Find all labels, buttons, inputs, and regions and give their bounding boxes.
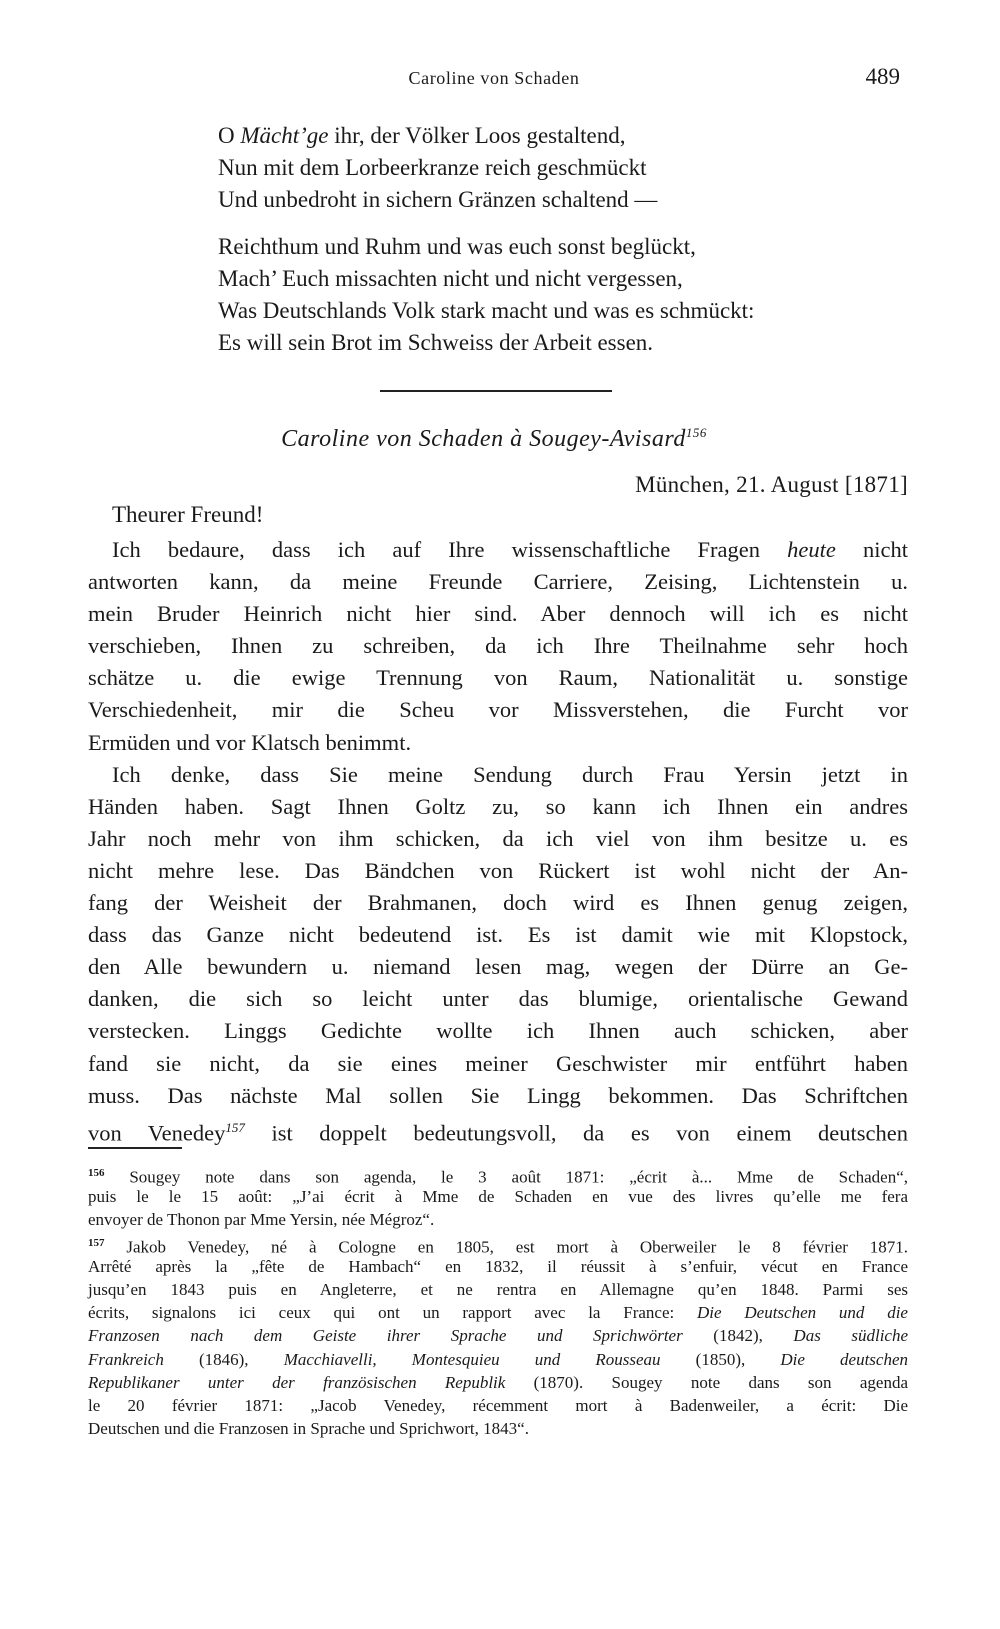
footnote-line: Arrêté après la „fête de Hambach“ en 1832, il réussit à s’enfuir, vécut en France bbox=[88, 1256, 908, 1276]
body-text-span: muss. Das nächste Mal sollen Sie Lingg bekommen. Das Schriftchen bbox=[88, 1082, 908, 1108]
body-text-span: dass das Ganze nicht bedeutend ist. Es ist damit wie mit Klopstock, bbox=[88, 922, 908, 948]
footnote-title-italic: Macchiavelli, Montesquieu und Rousseau bbox=[283, 1349, 661, 1369]
footnote-title-italic: Republikaner unter der französischen Republik bbox=[88, 1372, 506, 1392]
footnote-rule bbox=[88, 1147, 182, 1149]
body-text-span: Ich bedaure, dass ich auf Ihre wissenschaftliche Fragen bbox=[112, 537, 788, 562]
footnote-title-italic: Die deutschen bbox=[780, 1349, 909, 1369]
body-line bbox=[88, 919, 908, 951]
body-text-span: fang der Weisheit der Brahmanen, doch wird es Ihnen genug zeigen, bbox=[88, 890, 908, 916]
body-text-span: Verschiedenheit, mir die Scheu vor Missverstehen, die Furcht vor bbox=[88, 697, 908, 723]
body-text-span: ist doppelt bedeutungsvoll, da es von einem deutschen bbox=[244, 1120, 909, 1146]
body-text-span: den Alle bewundern u. niemand lesen mag, wegen der Dürre an Ge- bbox=[88, 954, 908, 980]
body-line bbox=[88, 855, 908, 887]
body-line bbox=[88, 1080, 908, 1112]
poem-stanza-1 bbox=[218, 120, 908, 216]
poem-verse: Was Deutschlands Volk stark macht und was es schmückt: bbox=[218, 298, 755, 323]
section-divider bbox=[380, 390, 612, 392]
footnote-title-italic: Frankreich bbox=[88, 1349, 164, 1369]
body-line bbox=[88, 566, 908, 598]
footnote-line: jusqu’en 1843 puis en Angleterre, et ne rentra en Allemagne qu’en 1848. Parmi ses bbox=[88, 1279, 908, 1299]
body-line bbox=[88, 1015, 908, 1047]
poem-verse bbox=[218, 120, 908, 152]
body-line bbox=[88, 727, 908, 759]
footnote-number: 157 bbox=[88, 1236, 105, 1249]
footnote-line: envoyer de Thonon par Mme Yersin, née Mégroz“. bbox=[88, 1210, 435, 1230]
body-line bbox=[88, 887, 908, 919]
verse-emphasis: Mächt’ge bbox=[240, 123, 329, 148]
verse-text: ihr, der Völker Loos gestaltend, bbox=[328, 123, 626, 148]
footnote-line: le 20 février 1871: „Jacob Venedey, récemment mort à Badenweiler, a écrit: Die bbox=[88, 1395, 908, 1415]
body-line bbox=[88, 951, 908, 983]
footnote-text: (1850), bbox=[660, 1349, 781, 1369]
footnote-line bbox=[88, 1232, 908, 1255]
footnote-title-italic: Die Deutschen und die bbox=[697, 1303, 908, 1323]
footnote-line bbox=[88, 1324, 908, 1347]
footnote-line: Deutschen und die Franzosen in Sprache und Sprichwort, 1843“. bbox=[88, 1419, 529, 1439]
poem-verse: Und unbedroht in sichern Gränzen schaltend — bbox=[218, 187, 658, 212]
footnote-line bbox=[88, 1301, 908, 1324]
body-text-span: schätze u. die ewige Trennung von Raum, Nationalität u. sonstige bbox=[88, 665, 908, 691]
body-line bbox=[88, 598, 908, 630]
body-text-span: Händen haben. Sagt Ihnen Goltz zu, so kann ich Ihnen ein andres bbox=[88, 793, 908, 819]
body-line bbox=[88, 791, 908, 823]
letter-title-text: Caroline von Schaden à Sougey-Avisard bbox=[281, 426, 686, 452]
footnote-number: 156 bbox=[88, 1167, 105, 1179]
body-text-span: antworten kann, da meine Freunde Carriere, Zeising, Lichtenstein u. bbox=[88, 569, 908, 595]
salutation: Theurer Freund! bbox=[112, 502, 264, 527]
footnote-line: puis le le 15 août: „J’ai écrit à Mme de Schaden en vue des livres qu’elle me fera bbox=[88, 1187, 908, 1207]
body-line bbox=[88, 534, 908, 566]
body-text-span: verschieben, Ihnen zu schreiben, da ich Ihre Theilnahme sehr hoch bbox=[88, 633, 908, 659]
body-text-span: danken, die sich so leicht unter das blumige, orientalische Gewand bbox=[88, 986, 908, 1012]
body-text-span: verstecken. Linggs Gedichte wollte ich Ihnen auch schicken, aber bbox=[88, 1018, 908, 1044]
poem-verse: Es will sein Brot im Schweiss der Arbeit essen. bbox=[218, 330, 654, 355]
body-line bbox=[88, 983, 908, 1015]
verse-text: O bbox=[218, 123, 241, 148]
body-line bbox=[88, 630, 908, 662]
footnote-reference: 156 bbox=[685, 425, 707, 440]
footnote-text: (1870). Sougey note dans son agenda bbox=[505, 1372, 908, 1392]
footnote-title-italic: Das südliche bbox=[793, 1326, 909, 1346]
body-text-span: von Venedey bbox=[88, 1120, 226, 1146]
running-head bbox=[88, 64, 900, 94]
body-line bbox=[88, 1048, 908, 1080]
page-number: 489 bbox=[865, 64, 900, 89]
footnote-text: écrits, signalons ici ceux qui ont un rapport avec la France: bbox=[88, 1303, 698, 1323]
footnote-text: Jakob Venedey, né à Cologne en 1805, est mort à Oberweiler le 8 février 1871. bbox=[104, 1237, 908, 1257]
footnote-text: (1846), bbox=[163, 1349, 284, 1369]
poem bbox=[218, 120, 908, 359]
body-line bbox=[88, 759, 908, 791]
running-head-title: Caroline von Schaden bbox=[408, 68, 580, 88]
letter-body bbox=[88, 534, 908, 1144]
body-text-span: Ich denke, dass Sie meine Sendung durch Frau Yersin jetzt in bbox=[112, 761, 908, 787]
footnote-line bbox=[88, 1348, 908, 1371]
body-text-span: mein Bruder Heinrich nicht hier sind. Aber dennoch will ich es nicht bbox=[88, 601, 908, 627]
dateline: München, 21. August [1871] bbox=[635, 472, 908, 497]
poem-verse: Reichthum und Ruhm und was euch sonst beglückt, bbox=[218, 234, 696, 259]
footnote-line bbox=[88, 1371, 908, 1394]
body-text-span: Jahr noch mehr von ihm schicken, da ich viel von ihm besitze u. es bbox=[88, 825, 908, 851]
body-line bbox=[88, 823, 908, 855]
body-line bbox=[88, 694, 908, 726]
poem-stanza-2 bbox=[218, 231, 908, 359]
footnote-title-italic: Franzosen nach dem Geiste ihrer Sprache und Sprichwörter bbox=[88, 1326, 683, 1346]
poem-verse: Mach’ Euch missachten nicht und nicht vergessen, bbox=[218, 266, 683, 291]
poem-verse: Nun mit dem Lorbeerkranze reich geschmückt bbox=[218, 155, 647, 180]
body-emphasis: heute bbox=[787, 537, 836, 562]
body-text-span: fand sie nicht, da sie eines meiner Geschwister mir entführt haben bbox=[88, 1050, 908, 1076]
footnote-text: (1842), bbox=[682, 1326, 794, 1346]
footnotes bbox=[88, 1162, 908, 1440]
letter-title bbox=[88, 425, 900, 453]
body-text-span: nicht mehre lese. Das Bändchen von Rückert ist wohl nicht der An- bbox=[88, 857, 908, 883]
footnote-line bbox=[88, 1162, 908, 1185]
body-text-span: nicht bbox=[835, 537, 908, 562]
body-line bbox=[88, 1112, 908, 1144]
body-line bbox=[88, 662, 908, 694]
footnote-text: Sougey note dans son agenda, le 3 août 1871: „écrit à... Mme de Schaden“, bbox=[104, 1167, 908, 1187]
footnote-reference: 157 bbox=[225, 1119, 245, 1135]
body-text-span: Ermüden und vor Klatsch benimmt. bbox=[88, 729, 412, 755]
